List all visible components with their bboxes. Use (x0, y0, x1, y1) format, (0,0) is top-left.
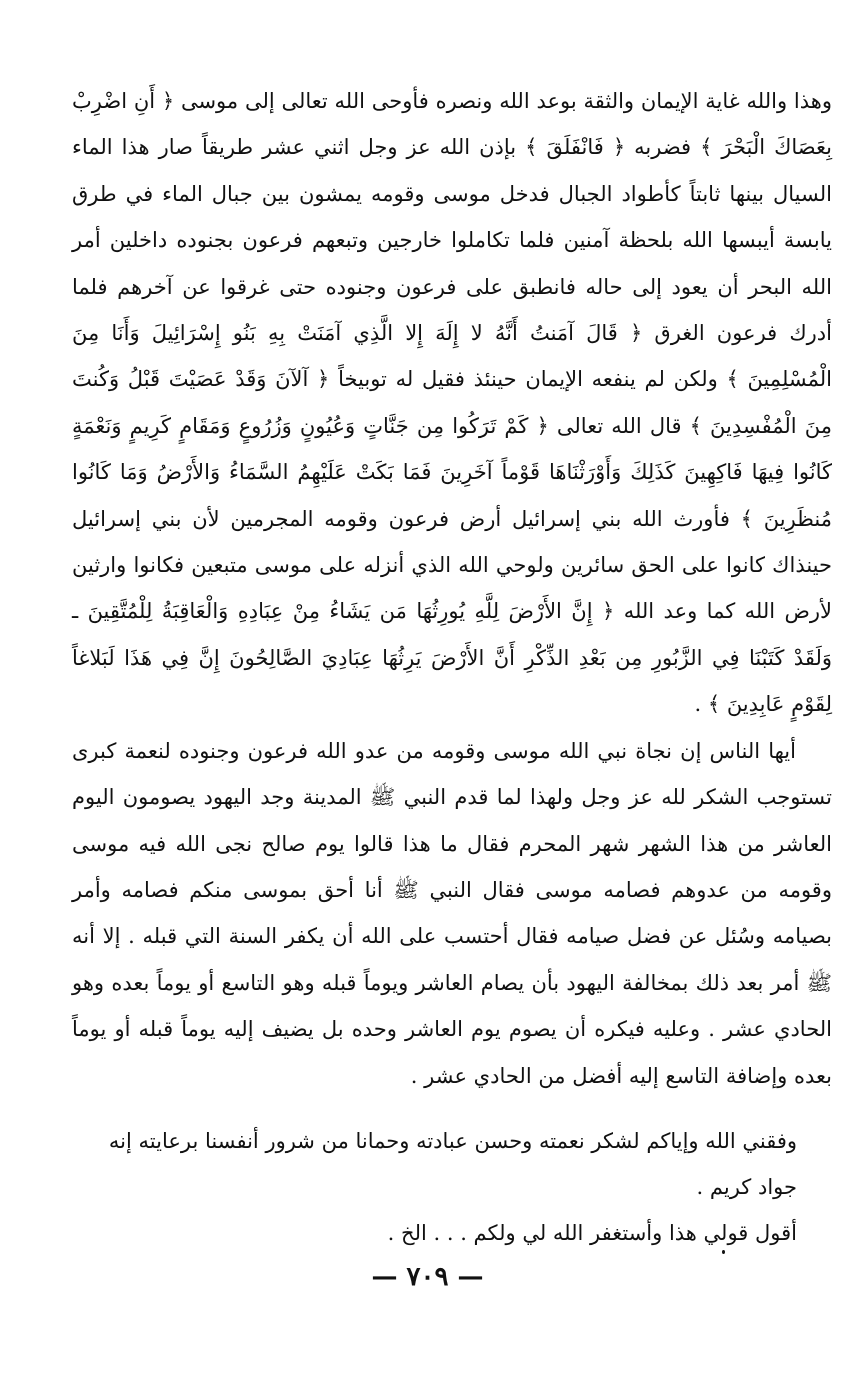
body-text (72, 78, 832, 1099)
paragraph-ashura: أيها الناس إن نجاة نبي الله موسى وقومه من عدو الله فرعون وجنوده لنعمة كبرى تستوجب الشكر لله عز وجل ولهذا لما قدم النبي ﷺ المدينة وجد اليهود يصومون اليوم العاشر من هذا الشهر شهر المحرم فقال ما هذا قالوا يوم صالح نجى الله فيه موسى وقومه من عدوهم فصامه موسى فقال النبي ﷺ أنا أحق بموسى منكم فصامه وأمر بصيامه وسُئل عن فضل صيامه فقال أحتسب على الله أن يكفر السنة التي قبله . إلا أنه ﷺ أمر بعد ذلك بمخالفة اليهود بأن يصام العاشر ويوماً قبله وهو التاسع أو يوماً بعده وهو الحادي عشر . وعليه فيكره أن يصوم يوم العاشر وحده بل يضيف إليه يوماً قبله أو يوماً بعده وإضافة التاسع إليه أفضل من الحادي عشر . (72, 738, 832, 1088)
page-number: — ٧٠٩ — (371, 1262, 484, 1292)
ink-speck (722, 1250, 725, 1254)
closing-supplication: وفقني الله وإياكم لشكر نعمته وحسن عبادته وحمانا من شرور أنفسنا برعايته إنه جواد كريم . (108, 1129, 797, 1199)
paragraph-moses-sea: وهذا والله غاية الإيمان والثقة بوعد الله ونصره فأوحى الله تعالى إلى موسى ﴿ أَنِ اضْرِبْ بِعَصَاكَ الْبَحْرَ ﴾ فضربه ﴿ فَانْفَلَقَ ﴾ بإذن الله عز وجل اثني عشر طريقاً صار هذا الماء السيال بينها ثابتاً كأطواد الجبال فدخل موسى وقومه يمشون بين جبال الماء في طرق يابسة أيبسها الله بلحظة آمنين فلما تكاملوا خارجين وتبعهم فرعون بجنوده داخلين أمر الله البحر أن يعود إلى حاله فانطبق على فرعون وجنوده حتى غرقوا عن آخرهم فلما أدرك فرعون الغرق ﴿ قَالَ آمَنتُ أَنَّهُ لا إِلَهَ إِلا الَّذِي آمَنَتْ بِهِ بَنُو إِسْرَائِيلَ وَأَنَا مِنَ الْمُسْلِمِينَ ﴾ ولكن لم ينفعه الإيمان حينئذ فقيل له توبيخاً ﴿ آلآنَ وَقَدْ عَصَيْتَ قَبْلُ وَكُنتَ مِنَ الْمُفْسِدِينَ ﴾ قال الله تعالى ﴿ كَمْ تَرَكُوا مِن جَنَّاتٍ وَعُيُونٍ وَزُرُوعٍ وَمَقَامٍ كَرِيمٍ وَنَعْمَةٍ كَانُوا فِيهَا فَاكِهِينَ كَذَلِكَ وَأَوْرَثْنَاهَا قَوْماً آخَرِينَ فَمَا بَكَتْ عَلَيْهِمُ السَّمَاءُ وَالأَرْضُ وَمَا كَانُوا مُنظَرِينَ ﴾ فأورث الله بني إسرائيل أرض فرعون وقومه المجرمين لأن بني إسرائيل حينذاك كانوا على الحق سائرين ولوحي الله الذي أنزله على موسى متبعين فكانوا وارثين لأرض الله كما وعد الله ﴿ إِنَّ الأَرْضَ لِلَّهِ يُورِثُهَا مَن يَشَاءُ مِنْ عِبَادِهِ وَالْعَاقِبَةُ لِلْمُتَّقِينَ ـ وَلَقَدْ كَتَبْنَا فِي الزَّبُورِ مِن بَعْدِ الذِّكْرِ أَنَّ الأَرْضَ يَرِثُهَا عِبَادِيَ الصَّالِحُونَ إِنَّ فِي هَذَا لَبَلاغاً لِقَوْمٍ عَابِدِينَ ﴾ . (72, 89, 832, 717)
closing-lines (72, 1118, 797, 1256)
closing-remark: أقول قولي هذا وأستغفر الله لي ولكم . . . الخ . (387, 1221, 797, 1245)
